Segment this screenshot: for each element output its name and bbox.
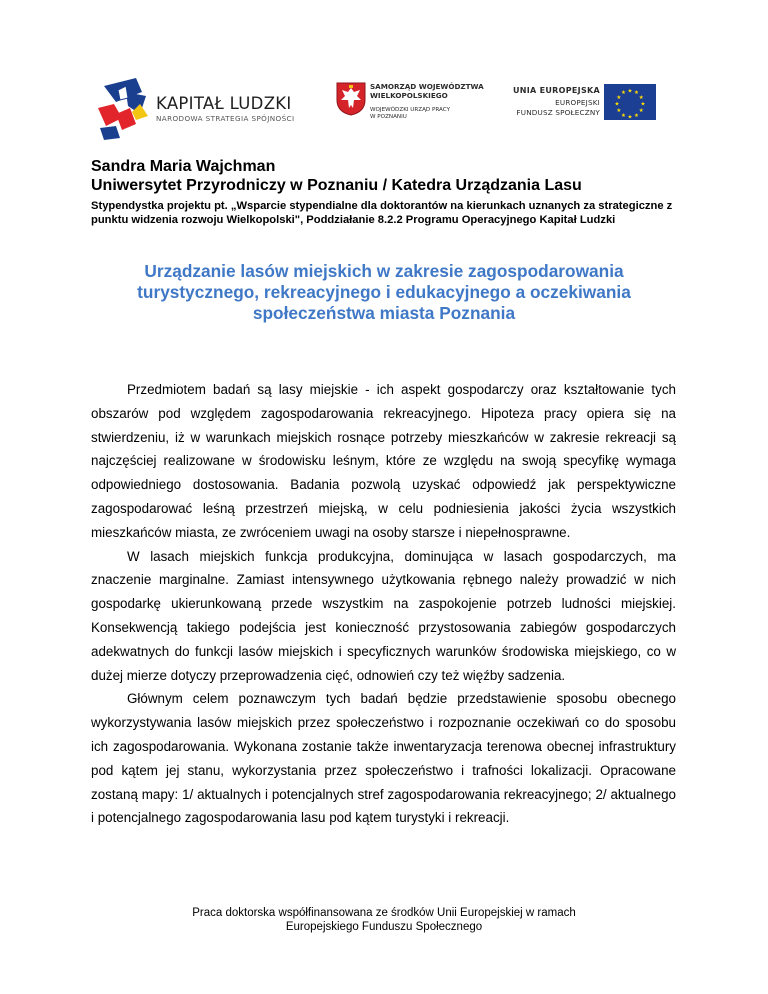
samorzad-line-4: W POZNANIU: [370, 114, 407, 120]
kapital-ludzki-logo: [96, 78, 306, 142]
svg-text:★: ★: [614, 101, 620, 108]
unia-line-1: UNIA EUROPEJSKA: [512, 86, 600, 95]
svg-text:★: ★: [621, 112, 626, 119]
affiliation: Uniwersytet Przyrodniczy w Poznaniu / Katedra Urządzania Lasu: [91, 177, 582, 194]
svg-text:★: ★: [638, 95, 644, 101]
document-title: Urządzanie lasów miejskich w zakresie zagospodarowania turystycznego, rekreacyjnego i edukacyjnego a oczekiwania społeczeństwa miasta Poznania: [137, 261, 631, 323]
svg-text:★: ★: [627, 114, 633, 120]
kapital-ludzki-title: KAPITAŁ LUDZKI: [156, 94, 292, 113]
footer-note: [150, 906, 618, 934]
svg-text:★: ★: [638, 108, 644, 114]
unia-europejska-logo: [494, 84, 676, 142]
kapital-ludzki-emblem-icon: [96, 78, 154, 142]
author-block: [91, 157, 691, 227]
wielkopolska-eagle-shield-icon: [336, 82, 366, 116]
unia-line-2: EUROPEJSKI: [555, 98, 600, 107]
svg-text:★: ★: [634, 90, 639, 97]
unia-line-3: FUNDUSZ SPOŁECZNY: [516, 108, 600, 117]
svg-text:★: ★: [640, 101, 646, 108]
paragraph: Przedmiotem badań są lasy miejskie - ich aspekt gospodarczy oraz kształtowanie tych obszarów pod względem zagospodarowania rekreacyjnego. Hipoteza pracy opiera się na stwierdzeniu, iż w warunkach miejskich rosnące potrzeby mieszkańców w zakresie rekreacji są najczęściej realizowane w środowisku leśnym, które ze względu na swoją specyfikę wymaga odpowiedniego dostosowania. Badania pozwolą uzyskać odpowiedź jak perspektywiczne zagospodarować leśną przestrzeń miejską, w celu podniesienia jakości życia wszystkich mieszkańców miasta, ze zwróceniem uwagi na osoby starsze i niepełnosprawne.: [91, 382, 676, 540]
paragraph: Głównym celem poznawczym tych badań będzie przedstawienie sposobu obecnego wykorzystywania lasów miejskich przez społeczeństwo i rozpoznanie oczekiwań co do sposobu ich zagospodarowania. Wykonana zostanie także inwentaryzacja terenowa obecnej infrastruktury pod kątem jej stanu, wykorzystania przez społeczeństwo i trafności lokalizacji. Opracowane zostaną mapy: 1/ aktualnych i potencjalnych stref zagospodarowania rekreacyjnego; 2/ aktualnego i potencjalnego zagospodarowania lasu pod kątem turystyki i rekreacji.: [91, 691, 676, 826]
samorzad-line-1: SAMORZĄD WOJEWÓDZTWA: [370, 82, 484, 91]
svg-text:★: ★: [627, 88, 633, 95]
kapital-ludzki-subtitle: NARODOWA STRATEGIA SPÓJNOŚCI: [156, 114, 295, 123]
samorzad-line-3: WOJEWÓDZKI URZĄD PRACY: [370, 107, 450, 113]
svg-text:★: ★: [616, 95, 622, 101]
samorzad-line-2: WIELKOPOLSKIEGO: [370, 91, 448, 100]
paragraph: W lasach miejskich funkcja produkcyjna, dominująca w lasach gospodarczych, ma znaczenie marginalne. Zamiast intensywnego użytkowania rębnego należy prowadzić w nich gospodarkę ukierunkowaną przede wszystkim na zaspokojenie potrzeb ludności miejskiej. Konsekwencją takiego podejścia jest konieczność przystosowania zabiegów gospodarczych adekwatnych do funkcji lasów miejskich i specyficznych warunków środowiska miejskiego, co w dużej mierze dotyczy przeprowadzenia cięć, odnowień czy też więźby sadzenia.: [91, 548, 676, 683]
logo-bar: [96, 78, 676, 142]
body-text: [91, 378, 676, 830]
footer-line-2: Europejskiego Funduszu Społecznego: [285, 921, 483, 933]
svg-text:★: ★: [634, 112, 639, 119]
svg-text:★: ★: [621, 90, 626, 97]
samorzad-logo: [336, 82, 484, 142]
eu-flag-icon: [604, 84, 656, 120]
footer-line-1: Praca doktorska współfinansowana ze środków Unii Europejskiej w ramach: [192, 907, 576, 919]
svg-text:★: ★: [616, 108, 622, 114]
author-name: Sandra Maria Wajchman: [91, 158, 276, 175]
project-description: Stypendystka projektu pt. „Wsparcie stypendialne dla doktorantów na kierunkach uznanych za strategiczne z punktu widzenia rozwoju Wielkopolski", Poddziałanie 8.2.2 Programu Operacyjnego Kapitał Ludzki: [91, 200, 673, 226]
